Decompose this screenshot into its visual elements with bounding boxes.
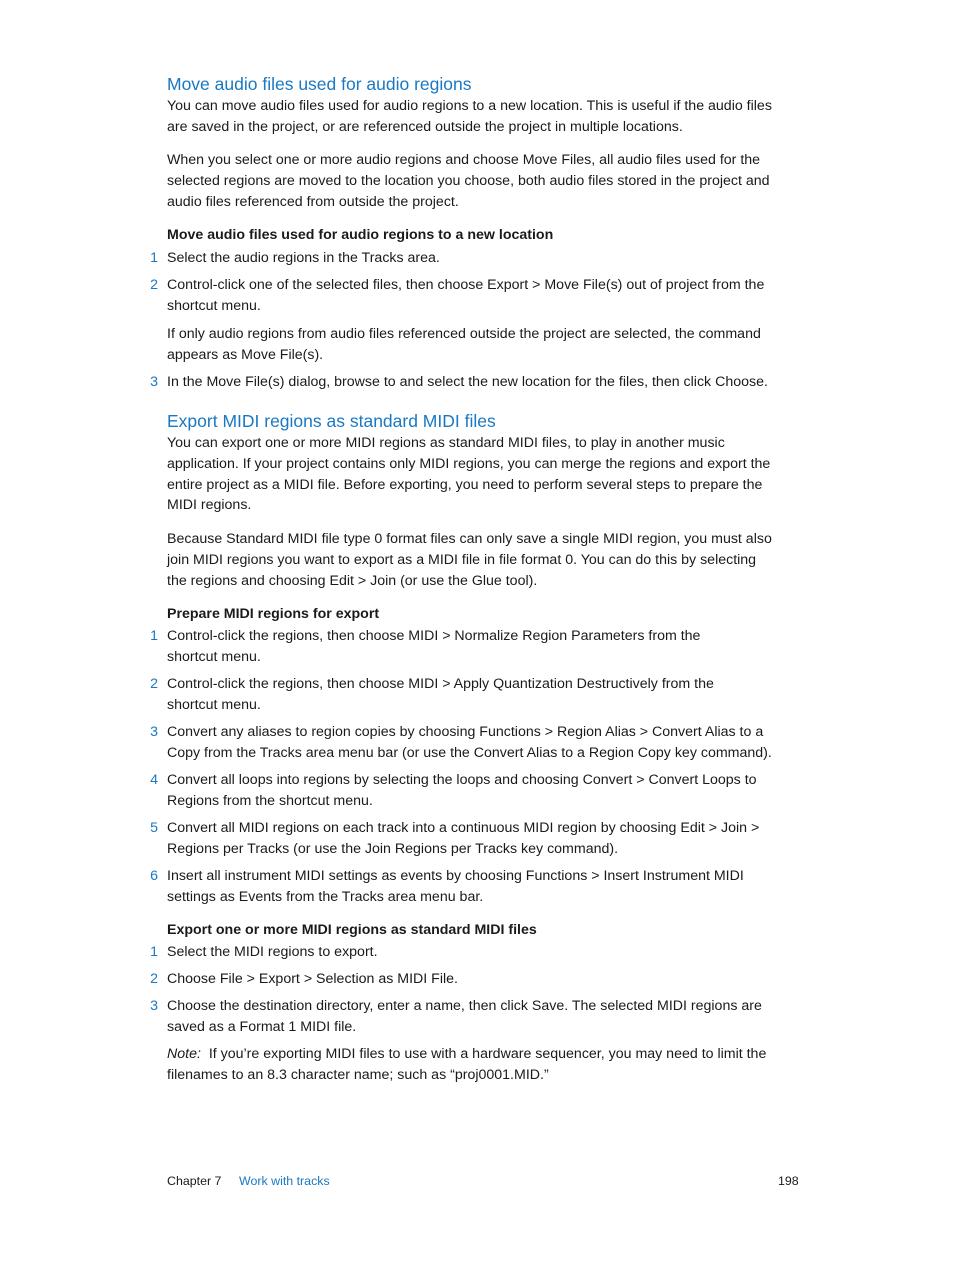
text-line: saved as a Format 1 MIDI file.	[167, 1018, 357, 1035]
text-line: You can move audio files used for audio regions to a new location. This is useful if the audio files	[167, 98, 772, 114]
paragraph	[167, 529, 807, 591]
step-number: 2	[150, 277, 158, 293]
text-line: In the Move File(s) dialog, browse to and select the new location for the files, then click Choose.	[167, 374, 768, 390]
step-number: 1	[150, 628, 158, 644]
text-line: are saved in the project, or are referenced outside the project in multiple locations.	[167, 118, 683, 135]
paragraph	[167, 96, 807, 138]
text-line	[167, 1044, 807, 1065]
text-line: You can export one or more MIDI regions as standard MIDI files, to play in another music	[167, 435, 725, 451]
step-number: 2	[150, 676, 158, 692]
text-line: Choose the destination directory, enter a name, then click Save. The selected MIDI regions are	[167, 998, 762, 1014]
step-number: 4	[150, 772, 158, 788]
text-line: shortcut menu.	[167, 648, 261, 665]
step-number: 3	[150, 374, 158, 390]
note	[167, 1044, 807, 1086]
text-line: Select the MIDI regions to export.	[167, 944, 378, 960]
text-line: Insert all instrument MIDI settings as events by choosing Functions > Insert Instrument MIDI	[167, 868, 744, 884]
text-line: filenames to an 8.3 character name; such as “proj0001.MID.”	[167, 1066, 549, 1083]
text-line: audio files referenced from outside the project.	[167, 193, 459, 210]
step-text	[167, 626, 807, 668]
note-text: If you’re exporting MIDI files to use with a hardware sequencer, you may need to limit the	[208, 1046, 767, 1062]
step-number: 6	[150, 868, 158, 884]
text-line: Choose File > Export > Selection as MIDI File.	[167, 971, 458, 987]
step-text	[167, 818, 807, 860]
text-line: Convert all MIDI regions on each track into a continuous MIDI region by choosing Edit > Join >	[167, 820, 760, 836]
text-line: MIDI regions.	[167, 497, 252, 514]
paragraph	[167, 150, 807, 212]
footer-chapter: Chapter 7	[167, 1174, 222, 1188]
text-line: Select the audio regions in the Tracks area.	[167, 250, 440, 266]
text-line: appears as Move File(s).	[167, 346, 324, 363]
text-line: Regions from the shortcut menu.	[167, 792, 373, 809]
text-line: entire project as a MIDI file. Before exporting, you need to perform several steps to prepare the	[167, 476, 763, 493]
step-number: 5	[150, 820, 158, 836]
footer-chapter-link[interactable]: Work with tracks	[239, 1174, 330, 1188]
step-number: 3	[150, 724, 158, 740]
step-text	[167, 248, 807, 269]
step-number: 2	[150, 971, 158, 987]
text-line: Control-click the regions, then choose MIDI > Apply Quantization Destructively from the	[167, 676, 714, 692]
text-line: If only audio regions from audio files referenced outside the project are selected, the command	[167, 326, 761, 342]
step-text	[167, 372, 807, 393]
step-number: 1	[150, 250, 158, 266]
step-continuation	[167, 324, 807, 366]
step-text	[167, 770, 807, 812]
step-number: 1	[150, 944, 158, 960]
note-label: Note:	[167, 1046, 201, 1062]
text-line: the regions and choosing Edit > Join (or use the Glue tool).	[167, 572, 538, 589]
step-text	[167, 866, 807, 908]
text-line: selected regions are moved to the location you choose, both audio files stored in the project and	[167, 172, 770, 189]
text-line: join MIDI regions you want to export as a MIDI file in file format 0. You can do this by selecting	[167, 551, 757, 568]
section-heading-export-midi: Export MIDI regions as standard MIDI files	[167, 411, 496, 431]
step-text	[167, 942, 807, 963]
text-line: Convert all loops into regions by selecting the loops and choosing Convert > Convert Loops to	[167, 772, 757, 788]
page-number: 198	[778, 1174, 799, 1188]
text-line: Regions per Tracks (or use the Join Regions per Tracks key command).	[167, 840, 619, 857]
paragraph	[167, 433, 807, 516]
text-line: Control-click one of the selected files, then choose Export > Move File(s) out of project from the	[167, 277, 765, 293]
text-line: shortcut menu.	[167, 297, 261, 314]
step-text	[167, 722, 807, 764]
text-line: settings as Events from the Tracks area menu bar.	[167, 888, 484, 905]
task-title: Prepare MIDI regions for export	[167, 606, 380, 622]
task-title: Export one or more MIDI regions as standard MIDI files	[167, 922, 537, 938]
text-line: application. If your project contains only MIDI regions, you can merge the regions and export the	[167, 455, 771, 472]
step-number: 3	[150, 998, 158, 1014]
section-heading-move-audio-files: Move audio files used for audio regions	[167, 74, 472, 94]
text-line: Control-click the regions, then choose MIDI > Normalize Region Parameters from the	[167, 628, 701, 644]
step-text	[167, 969, 807, 990]
text-line: Copy from the Tracks area menu bar (or use the Convert Alias to a Region Copy key command).	[167, 744, 772, 761]
text-line: When you select one or more audio regions and choose Move Files, all audio files used for the	[167, 152, 761, 168]
task-title: Move audio files used for audio regions to a new location	[167, 227, 554, 243]
step-text	[167, 275, 807, 317]
text-line: Convert any aliases to region copies by choosing Functions > Region Alias > Convert Alias to a	[167, 724, 764, 740]
step-text	[167, 674, 807, 716]
text-line: Because Standard MIDI file type 0 format files can only save a single MIDI region, you must also	[167, 531, 772, 547]
step-text	[167, 996, 807, 1038]
text-line: shortcut menu.	[167, 696, 261, 713]
